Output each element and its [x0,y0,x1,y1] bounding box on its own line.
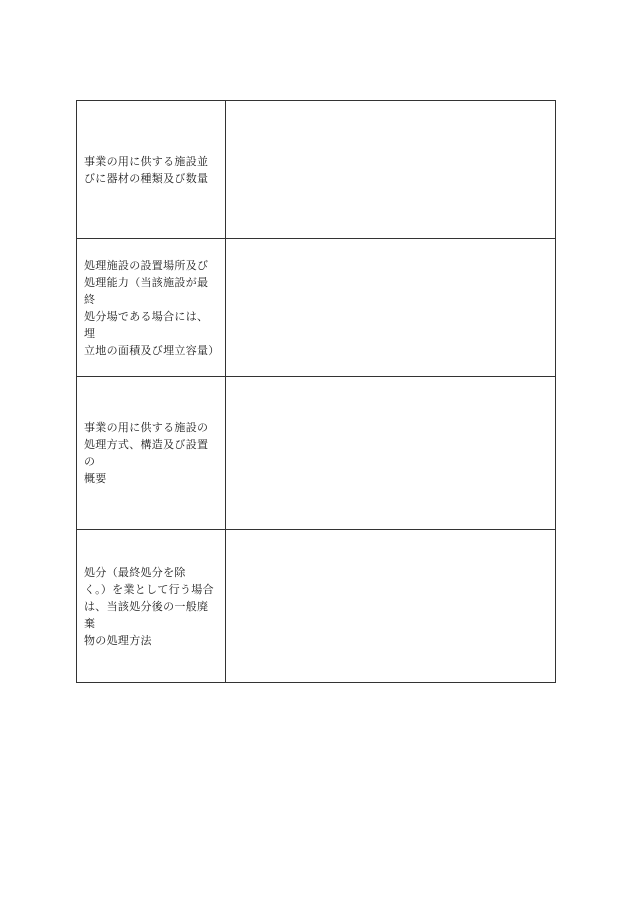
row-label: 事業の用に供する施設並 びに器材の種類及び数量 [84,154,209,185]
row-label: 処理施設の設置場所及び 処理能力（当該施設が最終 処分場である場合には、埋 立地の面積及び埋立容量） [84,258,220,357]
row-label-cell [77,101,226,239]
row-value-field[interactable] [226,377,556,530]
application-form-table [76,100,556,683]
row-label: 処分（最終処分を除 く。）を業として行う場合 は、当該処分後の一般廃棄 物の処理方法 [84,565,214,647]
row-label-cell [77,239,226,377]
form-row-facilities-equipment [77,101,556,239]
row-value-field[interactable] [226,101,556,239]
row-value-field[interactable] [226,239,556,377]
form-row-location-capacity [77,239,556,377]
form-row-method-structure [77,377,556,530]
row-value-field[interactable] [226,530,556,683]
row-label-cell [77,530,226,683]
row-label: 事業の用に供する施設の 処理方式、構造及び設置の 概要 [84,421,209,485]
row-label-cell [77,377,226,530]
form-row-post-disposal-method [77,530,556,683]
